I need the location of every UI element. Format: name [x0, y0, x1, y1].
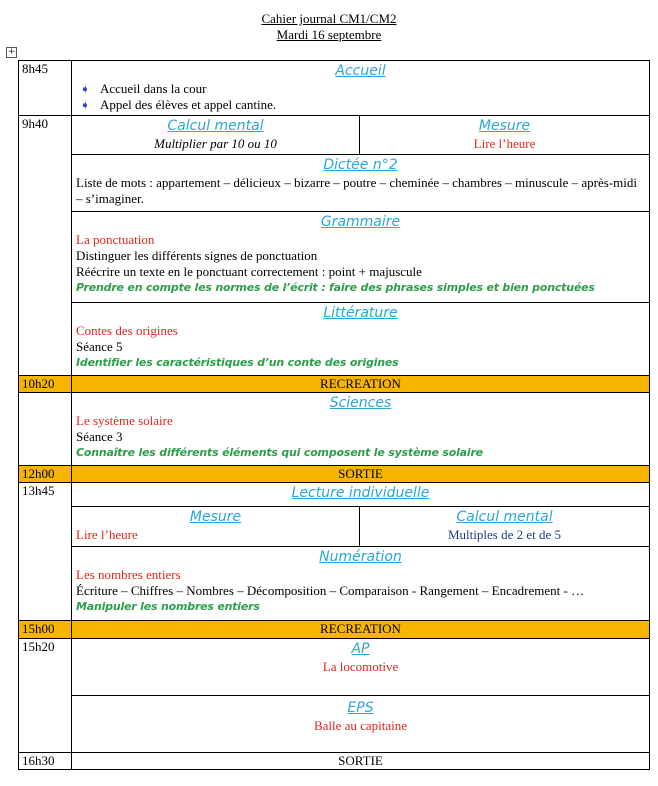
arrow-bullet-icon: ➧	[80, 98, 91, 112]
mesure-text: Lire l’heure	[473, 136, 536, 151]
eps-text: Balle au capitaine	[313, 718, 408, 733]
sciences-title: Sciences	[329, 395, 392, 411]
accueil-cell	[72, 61, 650, 116]
lecture-title: Lecture individuelle	[291, 485, 430, 501]
document-title: Cahier journal CM1/CM2	[261, 11, 397, 26]
list-item: ➧ Accueil dans la cour	[80, 81, 207, 96]
sortie-band: SORTIE	[72, 466, 650, 483]
mesure-cell	[72, 507, 360, 547]
calcul-mental-title: Calcul mental	[456, 509, 553, 525]
time-cell: 10h20	[19, 376, 72, 393]
time-cell: 12h00	[19, 466, 72, 483]
sciences-cell	[72, 393, 650, 466]
schedule-table	[18, 60, 650, 770]
calcul-mental-title: Calcul mental	[167, 118, 264, 134]
document-date: Mardi 16 septembre	[276, 27, 382, 42]
calcul-mental-cell	[360, 507, 650, 547]
grammaire-cell	[72, 212, 650, 303]
dictee-cell	[72, 155, 650, 212]
calcul-mental-cell	[72, 116, 360, 155]
time-cell: 9h40	[19, 116, 72, 376]
litterature-title: Littérature	[323, 305, 398, 321]
arrow-bullet-icon: ➧	[80, 82, 91, 96]
eps-title: EPS	[347, 700, 374, 716]
list-item: ➧ Appel des élèves et appel cantine.	[80, 97, 277, 112]
calcul-mental-text: Multiplier par 10 ou 10	[154, 136, 277, 151]
litterature-subject: Contes des origines	[76, 323, 178, 338]
table-move-handle-icon[interactable]: +	[7, 47, 16, 57]
numeration-line: Écriture – Chiffres – Nombres – Décomposition – Comparaison - Rangement – Encadrement - …	[76, 583, 585, 598]
sciences-subject: Le système solaire	[76, 413, 173, 428]
time-cell: 13h45	[19, 483, 72, 621]
grammaire-title: Grammaire	[320, 214, 401, 230]
sciences-line: Séance 3	[76, 429, 123, 444]
numeration-title: Numération	[319, 549, 402, 565]
mesure-text: Lire l’heure	[76, 527, 138, 542]
accueil-title: Accueil	[335, 63, 386, 79]
time-cell	[19, 393, 72, 466]
recreation-band: RECREATION	[72, 621, 650, 639]
lecture-cell	[72, 483, 650, 507]
litterature-line: Séance 5	[76, 339, 123, 354]
numeration-cell	[72, 547, 650, 621]
grammaire-goal: Prendre en compte les normes de l’écrit : faire des phrases simples et bien ponctuées	[76, 281, 595, 294]
numeration-subject: Les nombres entiers	[76, 567, 181, 582]
sciences-goal: Connaître les différents éléments qui composent le système solaire	[76, 446, 483, 459]
calcul-mental-text: Multiples de 2 et de 5	[447, 527, 561, 542]
accueil-list	[76, 81, 645, 113]
time-cell: 15h00	[19, 621, 72, 639]
mesure-cell	[360, 116, 650, 155]
eps-cell	[72, 696, 650, 753]
ap-text: La locomotive	[322, 659, 399, 674]
numeration-goal: Manipuler les nombres entiers	[76, 600, 260, 613]
grammaire-subject: La ponctuation	[76, 232, 155, 247]
litterature-cell	[72, 303, 650, 376]
sortie-cell: SORTIE	[72, 753, 650, 770]
dictee-title: Dictée n°2	[323, 157, 398, 173]
recreation-band: RECREATION	[72, 376, 650, 393]
dictee-text: Liste de mots : appartement – délicieux – bizarre – poutre – cheminée – chambres – minuscule – après-midi – s’imaginer.	[76, 175, 637, 206]
ap-title: AP	[351, 641, 370, 657]
mesure-title: Mesure	[478, 118, 531, 134]
litterature-goal: Identifier les caractéristiques d’un conte des origines	[76, 356, 399, 369]
ap-cell	[72, 639, 650, 696]
document-header	[0, 11, 658, 43]
grammaire-line: Distinguer les différents signes de ponctuation	[76, 248, 318, 263]
time-cell: 15h20	[19, 639, 72, 753]
time-cell: 16h30	[19, 753, 72, 770]
time-cell: 8h45	[19, 61, 72, 116]
mesure-title: Mesure	[189, 509, 242, 525]
grammaire-line: Réécrire un texte en le ponctuant correctement : point + majuscule	[76, 264, 422, 279]
